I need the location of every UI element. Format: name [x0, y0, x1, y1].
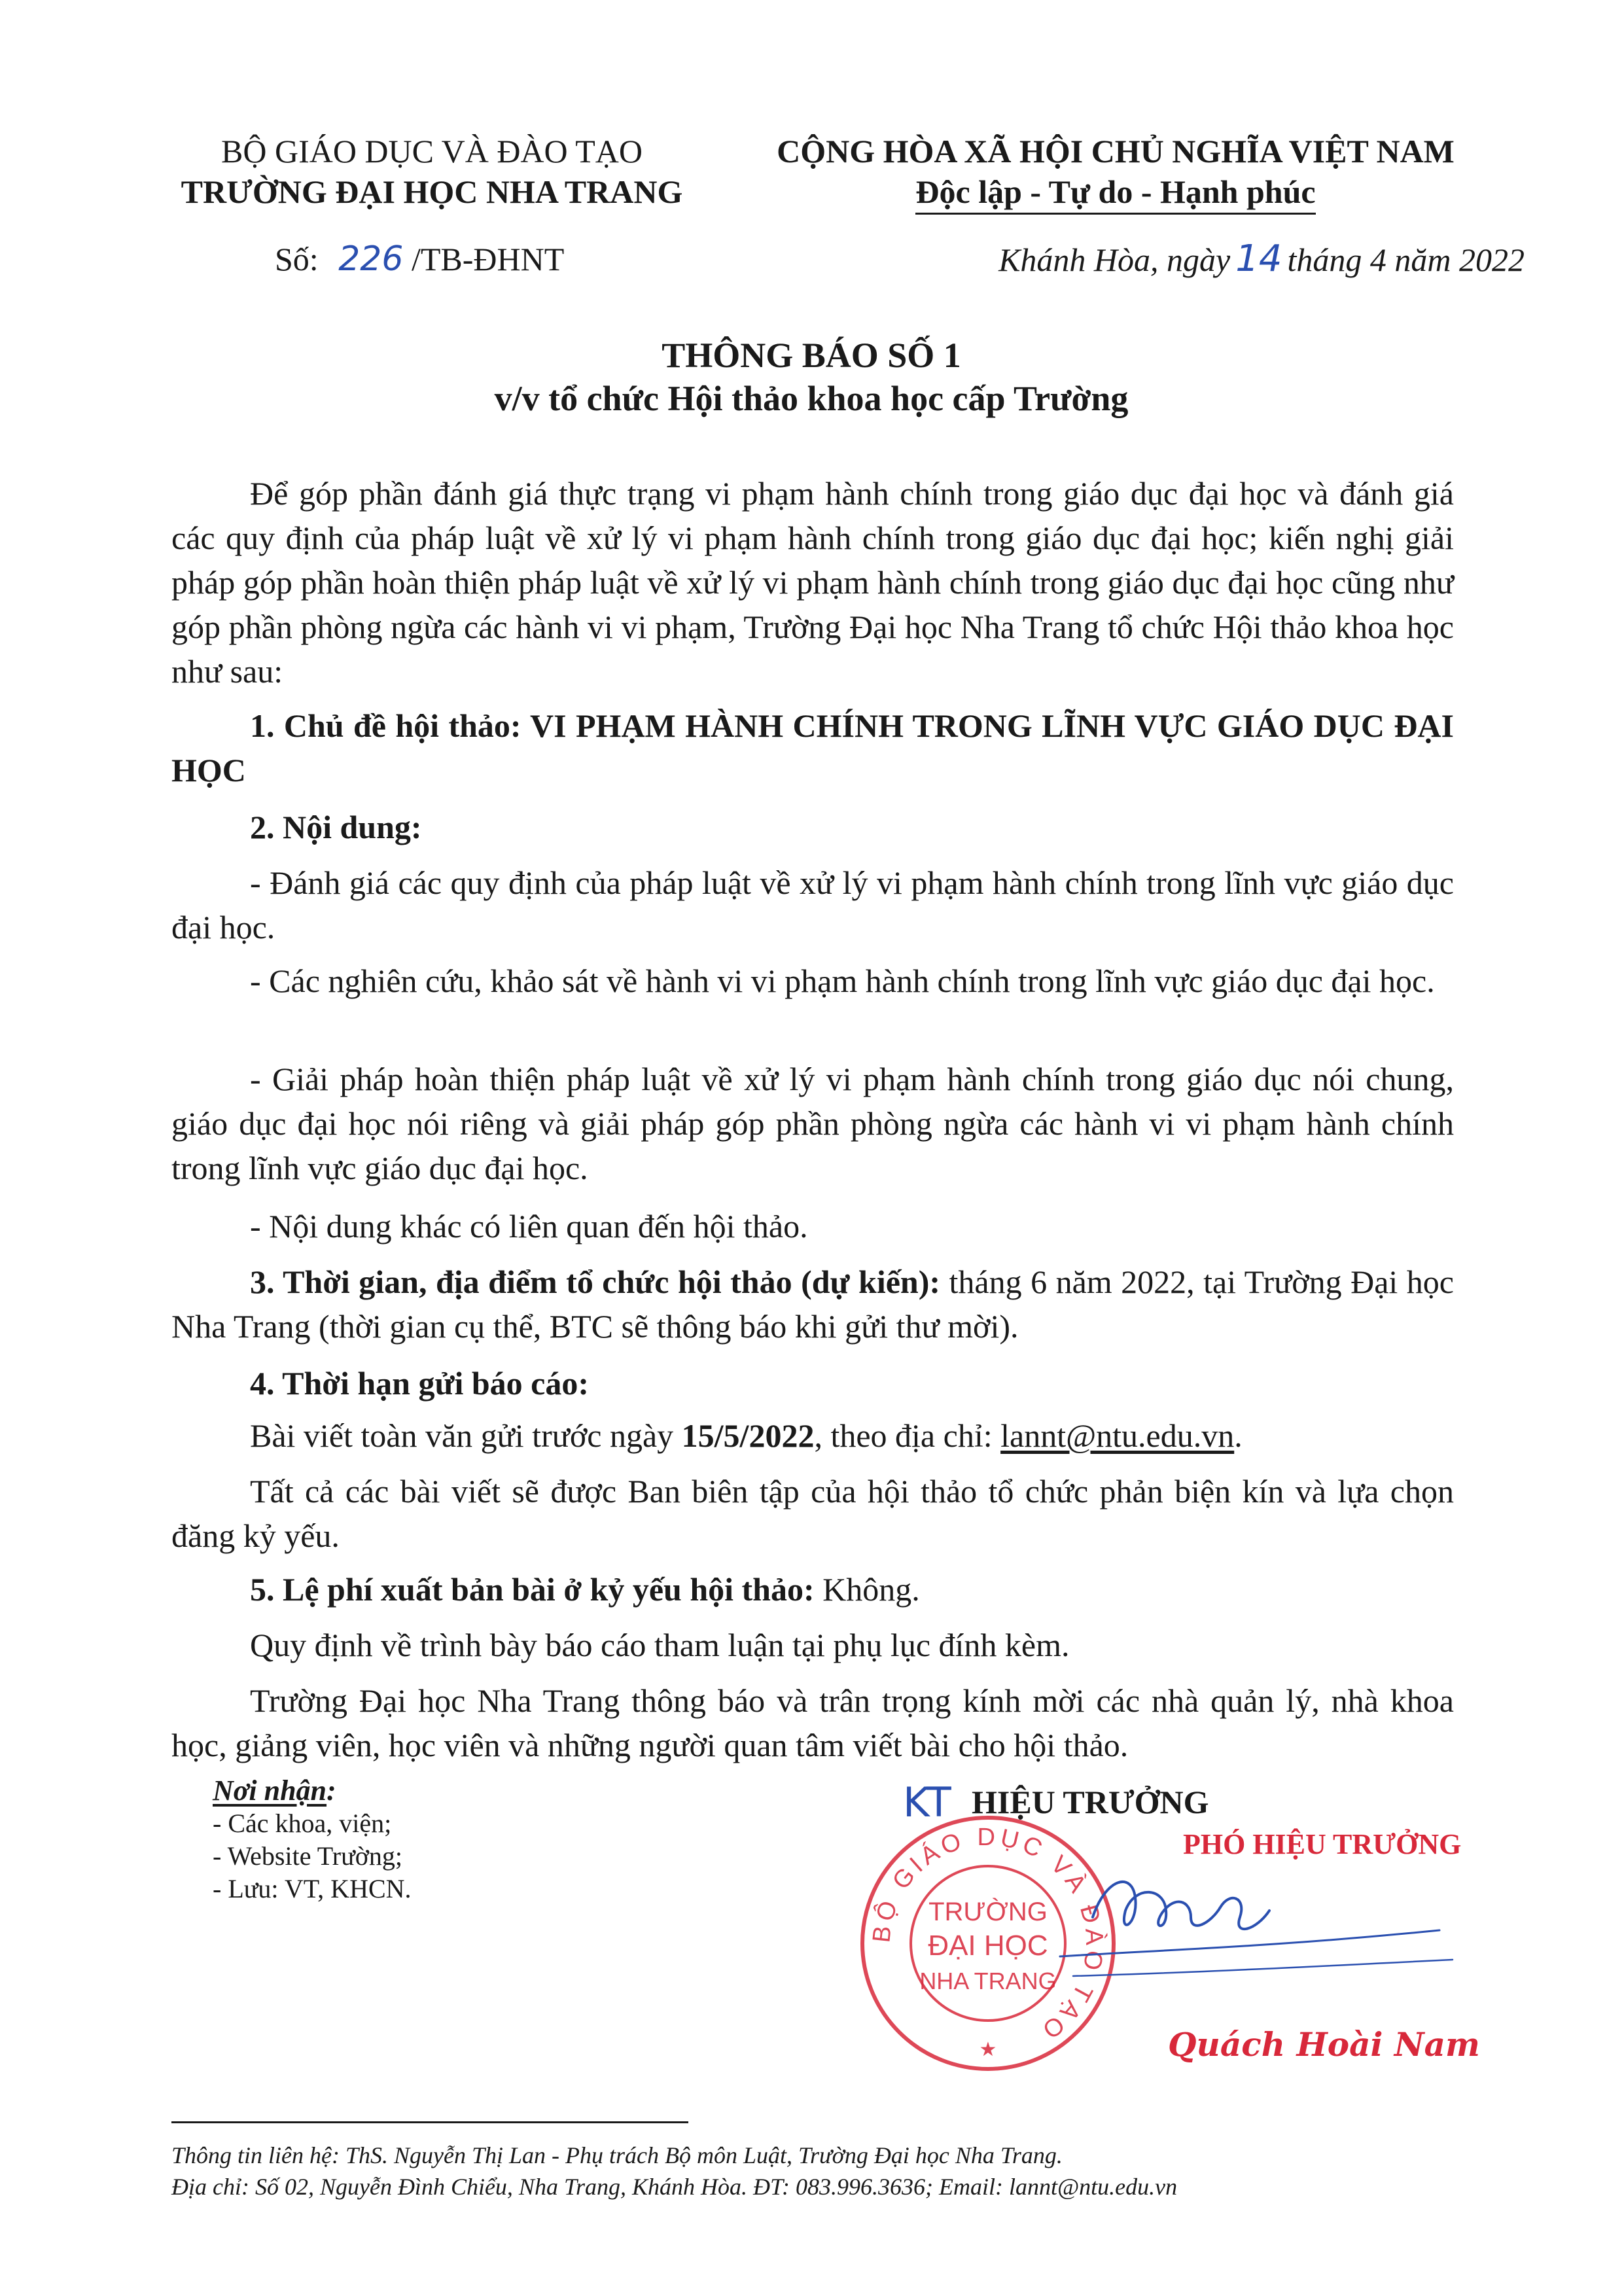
- title-subject: v/v tổ chức Hội thảo khoa học cấp Trường: [494, 379, 1129, 418]
- closing-paragraph: Trường Đại học Nha Trang thông báo và trân trọng kính mời các nhà quản lý, nhà khoa học, giảng viên, học viên và những người quan tâm viết bài cho hội thảo.: [171, 1682, 1454, 1763]
- recipient-item: - Website Trường;: [213, 1841, 403, 1871]
- title-main: THÔNG BÁO SỐ 1: [662, 336, 961, 375]
- deadline-end: .: [1234, 1417, 1243, 1454]
- section-1-heading: 1. Chủ đề hội thảo: VI PHẠM HÀNH CHÍNH TRONG LĨNH VỰC GIÁO DỤC ĐẠI HỌC: [171, 707, 1454, 788]
- date-day-handwritten: 14: [1235, 238, 1282, 280]
- section-3-text: tháng 6 năm 2022, tại Trường Đại học Nha Trang (thời gian cụ thể, BTC sẽ thông báo khi gửi thư mời).: [171, 1263, 1454, 1345]
- number-prefix: Số:: [275, 241, 319, 277]
- document-number: [275, 239, 667, 279]
- section-4-heading: 4. Thời hạn gửi báo cáo:: [250, 1365, 589, 1402]
- footer-address: Địa chỉ: Số 02, Nguyễn Đình Chiểu, Nha Trang, Khánh Hòa. ĐT: 083.996.3636; Email: lannt@ntu.edu.vn: [171, 2174, 1178, 2200]
- section-2-heading: 2. Nội dung:: [250, 809, 422, 845]
- content-item-3: - Giải pháp hoàn thiện pháp luật về xử lý vi phạm hành chính trong giáo dục nói chung, giáo dục đại học nói riêng và giải pháp góp phần phòng ngừa các hành vi vi phạm hành chính trong lĩnh vực giáo dục đại học.: [171, 1061, 1454, 1186]
- signer-vice-title: PHÓ HIỆU TRƯỞNG: [1183, 1828, 1462, 1860]
- section-3-heading: 3. Thời gian, địa điểm tổ chức hội thảo (dự kiến):: [250, 1263, 941, 1300]
- signer-title: HIỆU TRƯỞNG: [972, 1784, 1209, 1820]
- footer-contact-person: Thông tin liên hệ: ThS. Nguyễn Thị Lan - Phụ trách Bộ môn Luật, Trường Đại học Nha Trang.: [171, 2142, 1063, 2168]
- section-4-deadline-line: [171, 1413, 1454, 1458]
- signature-block: [838, 1760, 1492, 2100]
- date-prefix: Khánh Hòa, ngày: [998, 241, 1231, 278]
- submission-email-link[interactable]: lannt@ntu.edu.vn: [1000, 1417, 1235, 1454]
- deadline-mid: , theo địa chỉ:: [814, 1417, 1001, 1454]
- recipients-block: [213, 1775, 671, 1905]
- seal-line-1: TRƯỜNG: [928, 1898, 1048, 1926]
- seal-line-3: NHA TRANG: [919, 1968, 1057, 1994]
- deadline-date: 15/5/2022: [681, 1417, 815, 1454]
- content-item-4: - Nội dung khác có liên quan đến hội thảo.: [250, 1208, 808, 1245]
- footer-divider: [171, 2121, 688, 2123]
- seal-outer-text-value: BỘ GIÁO DỤC VÀ ĐÀO TẠO: [868, 1823, 1108, 2046]
- section-3: [171, 1260, 1454, 1349]
- motto-text: Độc lập - Tự do - Hạnh phúc: [915, 173, 1315, 215]
- content-item-2: - Các nghiên cứu, khảo sát về hành vi vi phạm hành chính trong lĩnh vực giáo dục đại học.: [250, 963, 1435, 999]
- date-suffix: tháng 4 năm 2022: [1287, 241, 1525, 278]
- recipients-heading-text: Nơi nhận: [213, 1775, 327, 1807]
- seal-star-icon: ★: [979, 2039, 997, 2060]
- kt-handwritten: KT: [903, 1778, 951, 1826]
- handwritten-signature: [995, 1826, 1492, 2009]
- seal-line-2: ĐẠI HỌC: [928, 1930, 1048, 1962]
- deadline-prefix: Bài viết toàn văn gửi trước ngày: [250, 1417, 682, 1454]
- document-date: [870, 239, 1525, 280]
- ministry-name: BỘ GIÁO DỤC VÀ ĐÀO TẠO: [221, 133, 643, 169]
- section-5: [171, 1567, 1454, 1612]
- section-5-heading: 5. Lệ phí xuất bản bài ở kỷ yếu hội thảo:: [250, 1571, 815, 1608]
- agency-block: [124, 131, 739, 212]
- country-name: CỘNG HÒA XÃ HỘI CHỦ NGHĨA VIỆT NAM: [777, 133, 1455, 169]
- number-suffix: /TB-ĐHNT: [411, 241, 565, 277]
- footer-contact: [171, 2140, 1480, 2202]
- recipient-item: - Các khoa, viện;: [213, 1809, 392, 1838]
- number-handwritten: 226: [338, 239, 404, 279]
- intro-paragraph: Để góp phần đánh giá thực trạng vi phạm hành chính trong giáo dục đại học và đánh giá các quy định của pháp luật về xử lý vi phạm hành chính trong giáo dục đại học; kiến nghị giải pháp góp phần hoàn thiện pháp luật về xử lý vi phạm hành chính trong giáo dục đại học cũng như góp phần phòng ngừa các hành vi vi phạm, Trường Đại học Nha Trang tổ chức Hội thảo khoa học như sau:: [171, 475, 1454, 690]
- recipients-heading-colon: :: [327, 1775, 336, 1807]
- recipient-item: - Lưu: VT, KHCN.: [213, 1874, 412, 1903]
- document-title: [157, 334, 1466, 420]
- section-5-text: Không.: [814, 1571, 920, 1608]
- signer-name: Quách Hoài Nam: [1168, 2025, 1480, 2064]
- content-item-1: - Đánh giá các quy định của pháp luật về xử lý vi phạm hành chính trong lĩnh vực giáo dục đại học.: [171, 864, 1454, 945]
- motto: [713, 171, 1518, 212]
- university-name: TRƯỜNG ĐẠI HỌC NHA TRANG: [181, 173, 683, 210]
- appendix-note: Quy định về trình bày báo cáo tham luận tại phụ lục đính kèm.: [250, 1627, 1070, 1663]
- recipients-heading: [213, 1775, 671, 1807]
- national-motto-block: [713, 131, 1518, 212]
- section-4-review-note: Tất cả các bài viết sẽ được Ban biên tập của hội thảo tổ chức phản biện kín và lựa chọn đăng kỷ yếu.: [171, 1473, 1454, 1554]
